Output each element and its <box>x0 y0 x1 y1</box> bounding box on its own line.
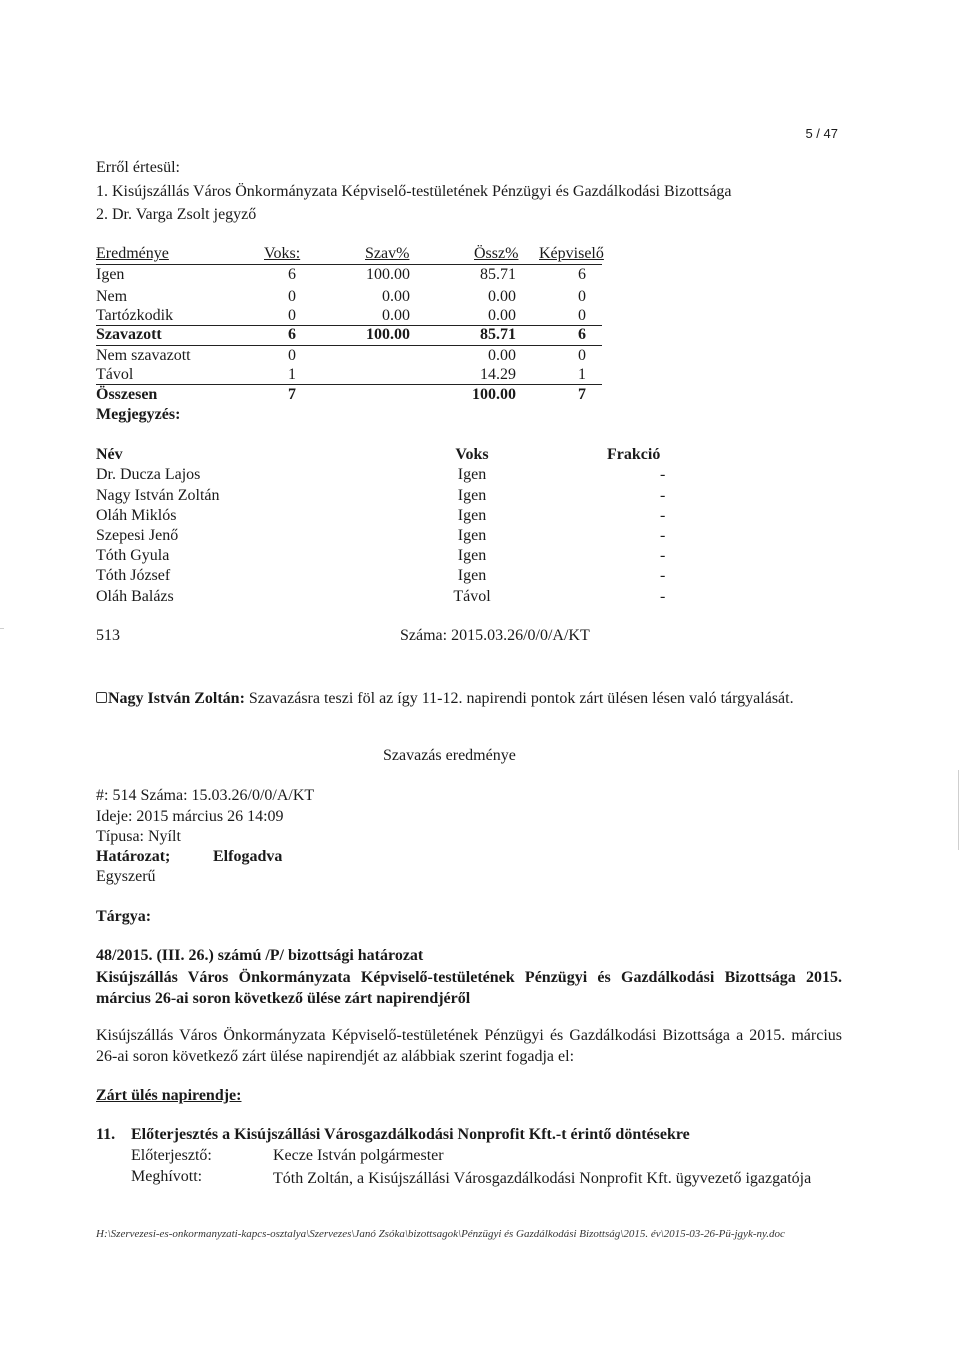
results-row-label: Szavazott <box>96 326 162 343</box>
vote-meta-line5: Egyszerű <box>96 868 156 885</box>
results-row-szav: 100.00 <box>366 326 410 343</box>
scan-edge-mark <box>0 628 4 629</box>
results-row-ossz: 14.29 <box>480 366 516 383</box>
results-row-label: Távol <box>96 366 134 383</box>
decision-label: Határozat; <box>96 848 171 865</box>
agenda-item-number: 11. <box>96 1126 116 1143</box>
results-row-kepv: 0 <box>578 307 586 324</box>
results-header-ossz: Össz% <box>474 245 519 262</box>
results-row-voks: 0 <box>288 347 296 364</box>
results-row-szav: 100.00 <box>366 266 410 283</box>
votes-header-vote: Voks <box>455 446 489 463</box>
notice-item-1: 1. Kisújszállás Város Önkormányzata Képviselő-testületének Pénzügyi és Gazdálkodási Bizottsága <box>96 183 732 200</box>
results-row-voks: 6 <box>288 266 296 283</box>
votes-row-faction: - <box>660 487 666 504</box>
votes-row-name: Szepesi Jenő <box>96 527 179 544</box>
results-row-szav: 0.00 <box>382 307 410 324</box>
votes-header-name: Név <box>96 446 123 463</box>
votes-row-faction: - <box>660 507 666 524</box>
results-row-ossz: 0.00 <box>488 307 516 324</box>
decision-value: Elfogadva <box>213 848 283 865</box>
results-note-label: Megjegyzés: <box>96 406 181 423</box>
invited-value: Tóth Zoltán, a Kisújszállási Városgazdálkodási Nonprofit Kft. ügyvezető igazgatója <box>273 1170 812 1187</box>
votes-row-faction: - <box>660 588 666 605</box>
results-row-voks: 1 <box>288 366 296 383</box>
resolution-subtitle: Kisújszállás Város Önkormányzata Képviselő-testületének Pénzügyi és Gazdálkodási Bizottsága 2015. március 26-ai soron következő ülése zárt napirendjéről <box>96 969 842 1007</box>
results-row-ossz: 0.00 <box>488 288 516 305</box>
votes-row-name: Oláh Miklós <box>96 507 177 524</box>
votes-row-vote: Távol <box>453 588 491 605</box>
results-header-szav: Szav% <box>365 245 410 262</box>
results-row-kepv: 7 <box>578 386 586 403</box>
results-row-label: Nem szavazott <box>96 347 191 364</box>
results-header-kepviselo: Képviselő <box>539 245 604 262</box>
vote-result-heading: Szavazás eredménye <box>383 747 516 764</box>
results-row-label: Nem <box>96 288 128 305</box>
votes-row-vote: Igen <box>457 547 487 564</box>
results-row-label: Tartózkodik <box>96 307 174 324</box>
presenter-value: Kecze István polgármester <box>273 1147 444 1164</box>
votes-row-name: Tóth Gyula <box>96 547 170 564</box>
results-row-label: Igen <box>96 266 125 283</box>
results-header-label: Eredménye <box>96 245 169 262</box>
votes-row-vote: Igen <box>457 507 487 524</box>
results-row-voks: 6 <box>288 326 296 343</box>
results-row-voks: 0 <box>288 307 296 324</box>
votes-row-faction: - <box>660 527 666 544</box>
footer-file-path: H:\Szervezesi-es-onkormanyzati-kapcs-osztalya\Szervezes\Janó Zsóka\bizottsagok\Pénzügyi és Gazdálkodási Bizottság\2015. év\2015-03-26-Pü-jgyk-ny.doc <box>96 1228 785 1240</box>
results-row-voks: 0 <box>288 288 296 305</box>
results-row-kepv: 0 <box>578 288 586 305</box>
results-rule <box>96 345 602 346</box>
statement-text: Szavazásra teszi föl az így 11-12. napirendi pontok zárt ülésen lésen való tárgyalását. <box>244 690 794 707</box>
notice-item-2: 2. Dr. Varga Zsolt jegyző <box>96 206 257 223</box>
subject-label: Tárgya: <box>96 908 152 925</box>
resolution-title: 48/2015. (III. 26.) számú /P/ bizottsági határozat <box>96 947 424 964</box>
votes-row-faction: - <box>660 567 666 584</box>
votes-row-name: Oláh Balázs <box>96 588 174 605</box>
results-row-szav: 0.00 <box>382 288 410 305</box>
votes-row-vote: Igen <box>457 527 487 544</box>
results-header-rule <box>96 264 602 265</box>
results-row-label: Összesen <box>96 386 158 403</box>
record-id: 513 <box>96 627 120 644</box>
votes-row-name: Dr. Ducza Lajos <box>96 466 201 483</box>
invited-label: Meghívott: <box>131 1168 203 1185</box>
results-row-ossz: 85.71 <box>480 326 516 343</box>
statement <box>96 688 842 709</box>
results-row-ossz: 85.71 <box>480 266 516 283</box>
agenda-item-title: Előterjesztés a Kisújszállási Városgazdálkodási Nonprofit Kft.-t érintő döntésekre <box>131 1126 690 1143</box>
statement-speaker: Nagy István Zoltán: <box>108 690 245 707</box>
results-row-voks: 7 <box>288 386 296 403</box>
results-row-kepv: 0 <box>578 347 586 364</box>
results-row-kepv: 1 <box>578 366 586 383</box>
results-rule <box>96 384 602 385</box>
votes-row-vote: Igen <box>457 466 487 483</box>
votes-row-name: Nagy István Zoltán <box>96 487 220 504</box>
votes-row-vote: Igen <box>457 567 487 584</box>
results-row-kepv: 6 <box>578 326 586 343</box>
results-row-kepv: 6 <box>578 266 586 283</box>
presenter-label: Előterjesztő: <box>131 1147 212 1164</box>
vote-meta-line2: Ideje: 2015 március 26 14:09 <box>96 808 284 825</box>
agenda-heading: Zárt ülés napirendje: <box>96 1087 242 1104</box>
scan-edge-mark <box>958 770 959 850</box>
votes-row-faction: - <box>660 466 666 483</box>
votes-row-faction: - <box>660 547 666 564</box>
notice-heading: Erről értesül: <box>96 159 180 176</box>
results-row-ossz: 0.00 <box>488 347 516 364</box>
checkbox-icon <box>96 692 107 703</box>
vote-meta-line3: Típusa: Nyílt <box>96 828 181 845</box>
vote-meta-line1: #: 514 Száma: 15.03.26/0/0/A/KT <box>96 787 315 804</box>
record-number: Száma: 2015.03.26/0/0/A/KT <box>400 627 590 644</box>
results-header-voks: Voks: <box>264 245 301 262</box>
votes-row-vote: Igen <box>457 487 487 504</box>
results-row-ossz: 100.00 <box>472 386 516 403</box>
votes-header-faction: Frakció <box>607 446 661 463</box>
page-number: 5 / 47 <box>805 126 838 141</box>
votes-row-name: Tóth József <box>96 567 171 584</box>
resolution-body: Kisújszállás Város Önkormányzata Képviselő-testületének Pénzügyi és Gazdálkodási Bizottsága a 2015. március 26-ai soron következő zárt ülése napirendjét az alábbiak szerint fogadja el: <box>96 1027 842 1065</box>
